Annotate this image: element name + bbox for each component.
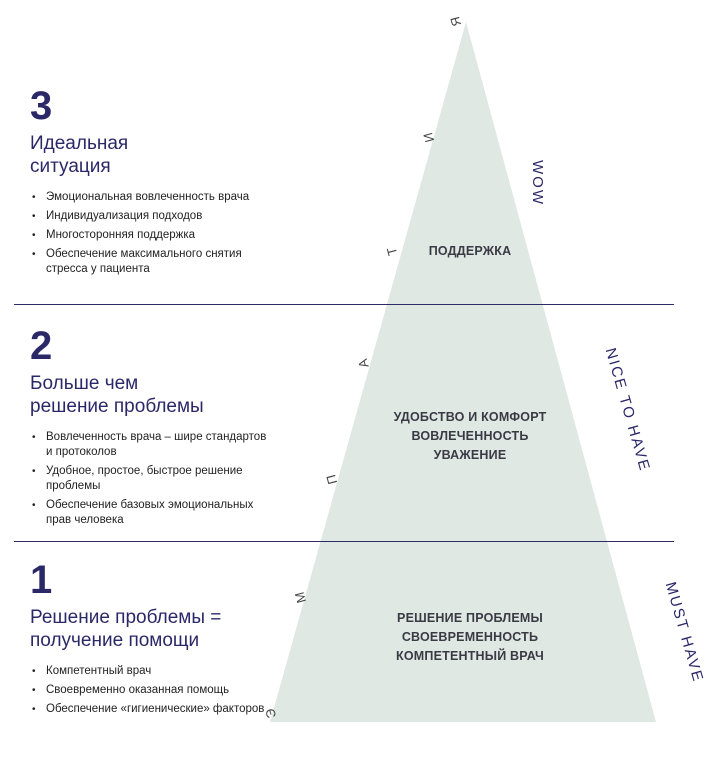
level-1 (30, 560, 270, 721)
side-label-must-have: MUST HAVE (661, 580, 707, 685)
empathy-letter: М (291, 590, 310, 605)
pyramid-bottom-text (360, 609, 580, 666)
level-2 (30, 326, 270, 532)
level-bullets (30, 664, 270, 717)
level-number: 3 (30, 84, 52, 128)
pyramid-text-line: УВАЖЕНИЕ (433, 448, 507, 462)
level-title-line: Больше чем (30, 373, 139, 394)
pyramid-text-line: СВОЕВРЕМЕННОСТЬ (401, 630, 539, 644)
bullet-item: • Компетентный врач (30, 664, 270, 679)
bullet-item: • Удобное, простое, быстрое решение проблемы (30, 464, 270, 494)
level-title-line: получение помощи (30, 630, 200, 651)
side-label-nice-to-have: NICE TO HAVE (601, 346, 654, 474)
level-number: 1 (30, 558, 52, 602)
empathy-letter: А (354, 357, 372, 370)
pyramid-text-line: УДОБСТВО И КОМФОРТ (393, 410, 547, 424)
level-title (30, 606, 270, 652)
level-number: 2 (30, 324, 52, 368)
bullet-item: • Обеспечение «гигиенические» факторов (30, 702, 270, 717)
bullet-item: • Эмоциональная вовлеченность врача (30, 190, 270, 205)
divider-bottom (14, 541, 674, 542)
pyramid-middle-text (360, 408, 580, 465)
level-title-line: ситуация (30, 156, 111, 177)
bullet-item: • Вовлеченность врача – шире стандартов и протоколов (30, 430, 270, 460)
divider-top (14, 304, 674, 305)
level-title-line: Решение проблемы = (30, 607, 222, 628)
pyramid-text-line: КОМПЕТЕНТНЫЙ ВРАЧ (396, 649, 544, 663)
pyramid-text-line: РЕШЕНИЕ ПРОБЛЕМЫ (397, 611, 543, 625)
level-title-line: решение проблемы (30, 396, 204, 417)
bullet-item: • Индивидуализация подходов (30, 209, 270, 224)
level-title-line: Идеальная (30, 133, 129, 154)
empathy-letter: Я (447, 15, 465, 28)
bullet-item: • Своевременно оказанная помощь (30, 683, 270, 698)
pyramid-text-line: ПОДДЕРЖКА (428, 244, 512, 258)
side-label-wow: WOW (529, 160, 546, 206)
level-bullets (30, 190, 270, 277)
bullet-item: • Многосторонняя поддержка (30, 228, 270, 243)
pyramid-text-line: ВОВЛЕЧЕННОСТЬ (411, 429, 529, 443)
empathy-letter: Э (262, 707, 280, 720)
bullet-item: • Обеспечение базовых эмоциональных прав человека (30, 498, 270, 528)
level-title (30, 372, 270, 418)
empathy-letter: Т (383, 245, 401, 258)
level-3 (30, 86, 270, 281)
level-title (30, 132, 270, 178)
level-bullets (30, 430, 270, 528)
empathy-letter: П (323, 473, 341, 486)
pyramid-top-text (380, 242, 560, 261)
empathy-letter: И (420, 131, 438, 144)
bullet-item: • Обеспечение максимального снятия стресса у пациента (30, 247, 270, 277)
